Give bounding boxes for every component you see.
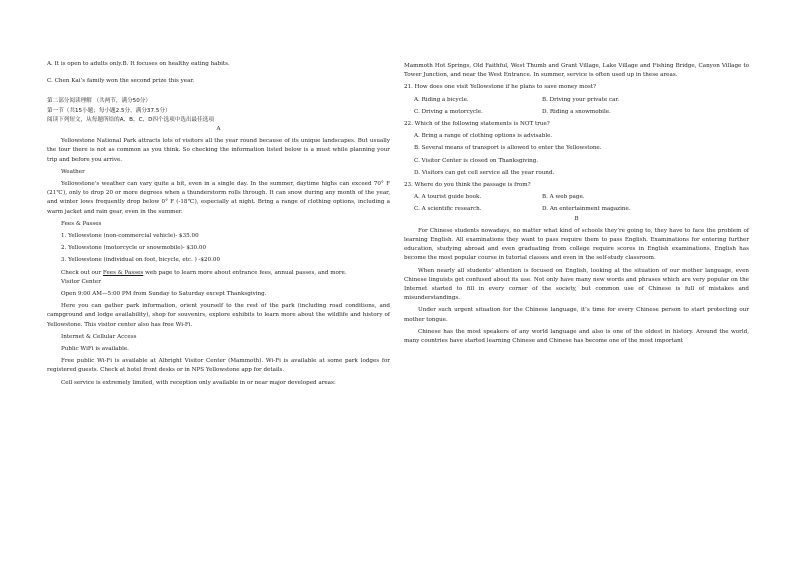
question-22: 22. Which of the following statements is NOT true?: [404, 121, 550, 128]
section-instructions: 阅读下列短文，从每题所给的A、B、C、D四个选项中选出最佳选项: [47, 116, 214, 123]
option-a: A. A tourist guide book.: [414, 194, 482, 201]
option-d: D. Visitors can get cell service all the year round.: [414, 169, 555, 176]
section-title: 第二部分阅读理解 （共两节，满分50分）: [47, 98, 151, 105]
question-23: 23. Where do you think the passage is from?: [404, 182, 531, 189]
passage-label-b: B: [574, 215, 579, 222]
option-row: [404, 96, 749, 105]
fees-passes-link[interactable]: Fees & Passes: [102, 269, 144, 276]
fee-item: 2. Yellowstone (motorcycle or snowmobile)- $30.00: [61, 245, 207, 252]
option-b: B. Several means of transport is allowed to enter the Yellowstone.: [414, 145, 602, 152]
option-d: D. Riding a snowmobile.: [542, 108, 611, 115]
passage-label-a: A: [216, 126, 221, 133]
visitor-paragraph: Here you can gather park information, orient yourself to the rest of the park (including road conditions, and campground and lodge availability), shop for souvenirs, explore exhibits to learn more about the wildlife and history of Yellowstone. This visitor center also has free Wi-Fi.: [47, 303, 390, 328]
right-column: [404, 62, 749, 346]
option-row: [404, 205, 749, 214]
section-subtitle: 第一节（共15小题；每小题2.5分，满分37.5分）: [47, 107, 171, 114]
option-c: C. A scientific research.: [414, 206, 482, 213]
weather-paragraph: Yellowstone’s weather can vary quite a bit, even in a single day. In the summer, daytime highs can exceed 70° F (21℃), only to drop 20 or more degrees when a thunderstorm rolls through. It can snow during any month of the year, and winter lows frequently drop below 0° F (-18℃), especially at night. Bring a range of clothing options, including a warm jacket and rain gear, even in the summer.: [47, 181, 390, 215]
option-a: A. Bring a range of clothing options is advisable.: [414, 133, 553, 140]
option-c: C. Driving a motorcycle.: [414, 108, 483, 115]
fee-item: 1. Yellowstone (non-commercial vehicle)- $35.00: [61, 233, 199, 240]
prev-option-line: C. Chen Kai’s family won the second prize this year.: [47, 78, 195, 85]
fees-note-text: Check out our: [61, 269, 103, 276]
passage-b-paragraph: For Chinese students nowadays, no matter what kind of schools they’re going to, they have to face the problem of learning English. All examinations they want to pass require them to pass English. Examinations for entering further education, studying abroad and even graduating from college require scores in English examinations. English has become the most popular course in tutorial classes and even in the self-study classroom.: [404, 227, 749, 262]
fee-item: 3. Yellowstone (individual on foot, bicycle, etc. ) -$20.00: [61, 257, 221, 264]
option-b: B. A web page.: [542, 194, 585, 201]
option-a: A. Riding a bicycle.: [414, 96, 469, 103]
option-row: [404, 193, 749, 202]
option-row: [404, 108, 749, 117]
wifi-heading: Public WiFi is available.: [61, 346, 129, 353]
continued-paragraph: Mammoth Hot Springs, Old Faithful, West Thumb and Grant Village, Lake Village and Fishing Bridge, Canyon Village to Tower Junction, and near the West Entrance. In summer, service is often used up in these areas.: [404, 63, 749, 79]
passage-b-paragraph: Chinese has the most speakers of any world language and also is one of the oldest in history. Around the world, many countries have started learning Chinese and Chinese has become one of the most important: [404, 328, 749, 345]
option-c: C. Visitor Center is closed on Thanksgiving.: [414, 157, 539, 164]
internet-heading: Internet & Cellular Access: [61, 333, 137, 340]
visitor-hours: Open 9:00 AM—5:00 PM from Sunday to Saturday except Thanksgiving.: [61, 291, 267, 298]
visitor-heading: Visitor Center: [61, 278, 101, 285]
option-b: B. Driving your private car.: [542, 96, 620, 103]
left-column: [47, 60, 390, 388]
question-21: 21. How does one visit Yellowstone if he plans to save money most?: [404, 84, 596, 91]
passage-b-paragraph: When nearly all students’ attention is focused on English, looking at the situation of our mother language, even Chinese linguists get confused about its use. Not only have many new words and phrases which are very popular on the Internet started to fill in every corner of the society, but common use of Chinese is full of mistakes and misunderstandings.: [404, 267, 749, 302]
prev-option-line: A. It is open to adults only.B. It focuses on healthy eating habits.: [47, 61, 230, 67]
fees-note: [47, 269, 390, 278]
intro-paragraph: Yellowstone National Park attracts lots of visitors all the year round because of its unique landscapes. But usually the tour there is not as common as you think. So checking the information listed below is a must while planning your trip and before you arrive.: [47, 138, 390, 163]
option-d: D. An entertainment magazine.: [542, 206, 631, 213]
fees-note-text: web page to learn more about entrance fees, annual passes, and more.: [143, 269, 347, 276]
weather-heading: Weather: [61, 168, 85, 175]
wifi-paragraph: Free public Wi-Fi is available at Albright Visitor Center (Mammoth). Wi-Fi is available at some park lodges for registered guests. Check at hotel front desks or in NPS Yellowstone app for details.: [47, 358, 390, 374]
cell-paragraph: Cell service is extremely limited, with reception only available in or near major developed areas:: [61, 379, 336, 386]
fees-heading: Fees & Passes: [61, 220, 102, 227]
passage-b-paragraph: Under such urgent situation for the Chinese language, it’s time for every Chinese person to start protecting our mother tongue.: [404, 307, 749, 323]
